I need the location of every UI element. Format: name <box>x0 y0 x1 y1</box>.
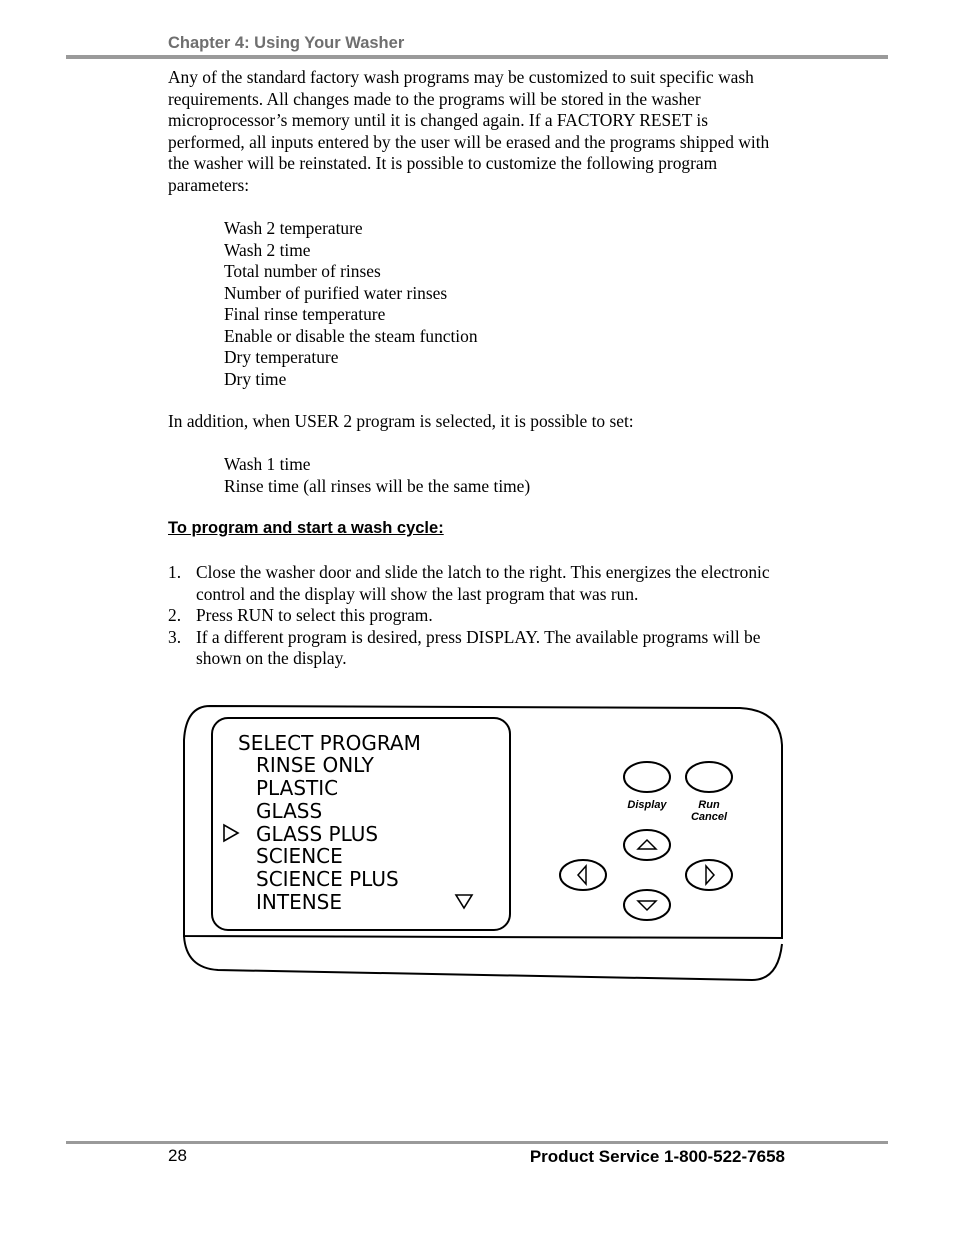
parameter-item: Wash 2 temperature <box>224 218 363 238</box>
user2-parameter-item: Rinse time (all rinses will be the same time) <box>224 475 531 496</box>
step-text: If a different program is desired, press DISPLAY. The available programs will be shown on the display. <box>196 626 761 668</box>
run-label: Run <box>698 799 720 811</box>
step-text: Close the washer door and slide the latch to the right. This energizes the electronic control and the display will show the last program that was run. <box>196 562 770 604</box>
program-glass-plus: GLASS PLUS <box>256 822 379 846</box>
step-item <box>168 605 778 627</box>
run-cancel-button[interactable] <box>686 762 732 792</box>
parameter-item: Final rinse temperature <box>224 304 386 324</box>
left-arrow-button[interactable] <box>560 860 606 890</box>
right-arrow-icon <box>706 866 714 884</box>
step-item <box>168 562 778 605</box>
display-button[interactable] <box>624 762 670 792</box>
parameter-item: Dry temperature <box>224 347 339 367</box>
step-number: 3. <box>168 626 182 647</box>
parameter-item: Total number of rinses <box>224 261 381 281</box>
selection-cursor-icon <box>224 825 238 841</box>
down-arrow-icon <box>638 901 656 910</box>
up-arrow-button[interactable] <box>624 830 670 860</box>
scroll-down-indicator-icon <box>456 895 472 908</box>
parameter-item: Wash 2 time <box>224 239 311 260</box>
up-arrow-icon <box>638 840 656 849</box>
program-plastic: PLASTIC <box>256 776 339 800</box>
step-item <box>168 627 778 670</box>
chapter-header: Chapter 4: Using Your Washer <box>168 34 405 52</box>
steps-list <box>168 562 778 670</box>
cancel-label: Cancel <box>690 811 728 823</box>
section-subheading: To program and start a wash cycle: <box>168 519 444 537</box>
parameter-item: Enable or disable the steam function <box>224 325 478 346</box>
program-rinse-only: RINSE ONLY <box>256 753 374 777</box>
parameter-item: Number of purified water rinses <box>224 282 448 303</box>
display-button-label: Display <box>627 799 667 811</box>
step-number: 2. <box>168 605 182 625</box>
right-arrow-button[interactable] <box>686 860 732 890</box>
product-service-line: Product Service 1-800-522-7658 <box>529 1147 785 1166</box>
program-science: SCIENCE <box>256 844 343 868</box>
parameter-list <box>224 218 478 390</box>
header-rule <box>66 55 888 59</box>
control-panel-illustration <box>180 700 790 990</box>
program-intense: INTENSE <box>256 890 343 914</box>
user2-parameter-list <box>224 454 530 497</box>
parameter-item: Dry time <box>224 368 287 389</box>
display-title: SELECT PROGRAM <box>238 731 421 755</box>
intro-paragraph: Any of the standard factory wash programs may be customized to suit specific wash requirements. All changes made to the programs will be stored in the washer microprocessor’s memory until it is changed again. If a FACTORY RESET is performed, all inputs entered by the user will be erased and the programs shipped with the washer will be reinstated. It is possible to customize the following program parameters: <box>168 67 770 195</box>
down-arrow-button[interactable] <box>624 890 670 920</box>
left-arrow-icon <box>578 866 586 884</box>
footer-rule <box>66 1141 888 1144</box>
step-number: 1. <box>168 562 182 582</box>
page-number: 28 <box>168 1146 187 1165</box>
program-science-plus: SCIENCE PLUS <box>256 867 399 891</box>
step-text: Press RUN to select this program. <box>196 605 433 625</box>
user2-paragraph: In addition, when USER 2 program is selected, it is possible to set: <box>168 411 634 431</box>
panel-bezel <box>184 936 782 980</box>
user2-parameter-item: Wash 1 time <box>224 454 311 474</box>
program-glass: GLASS <box>256 799 323 823</box>
